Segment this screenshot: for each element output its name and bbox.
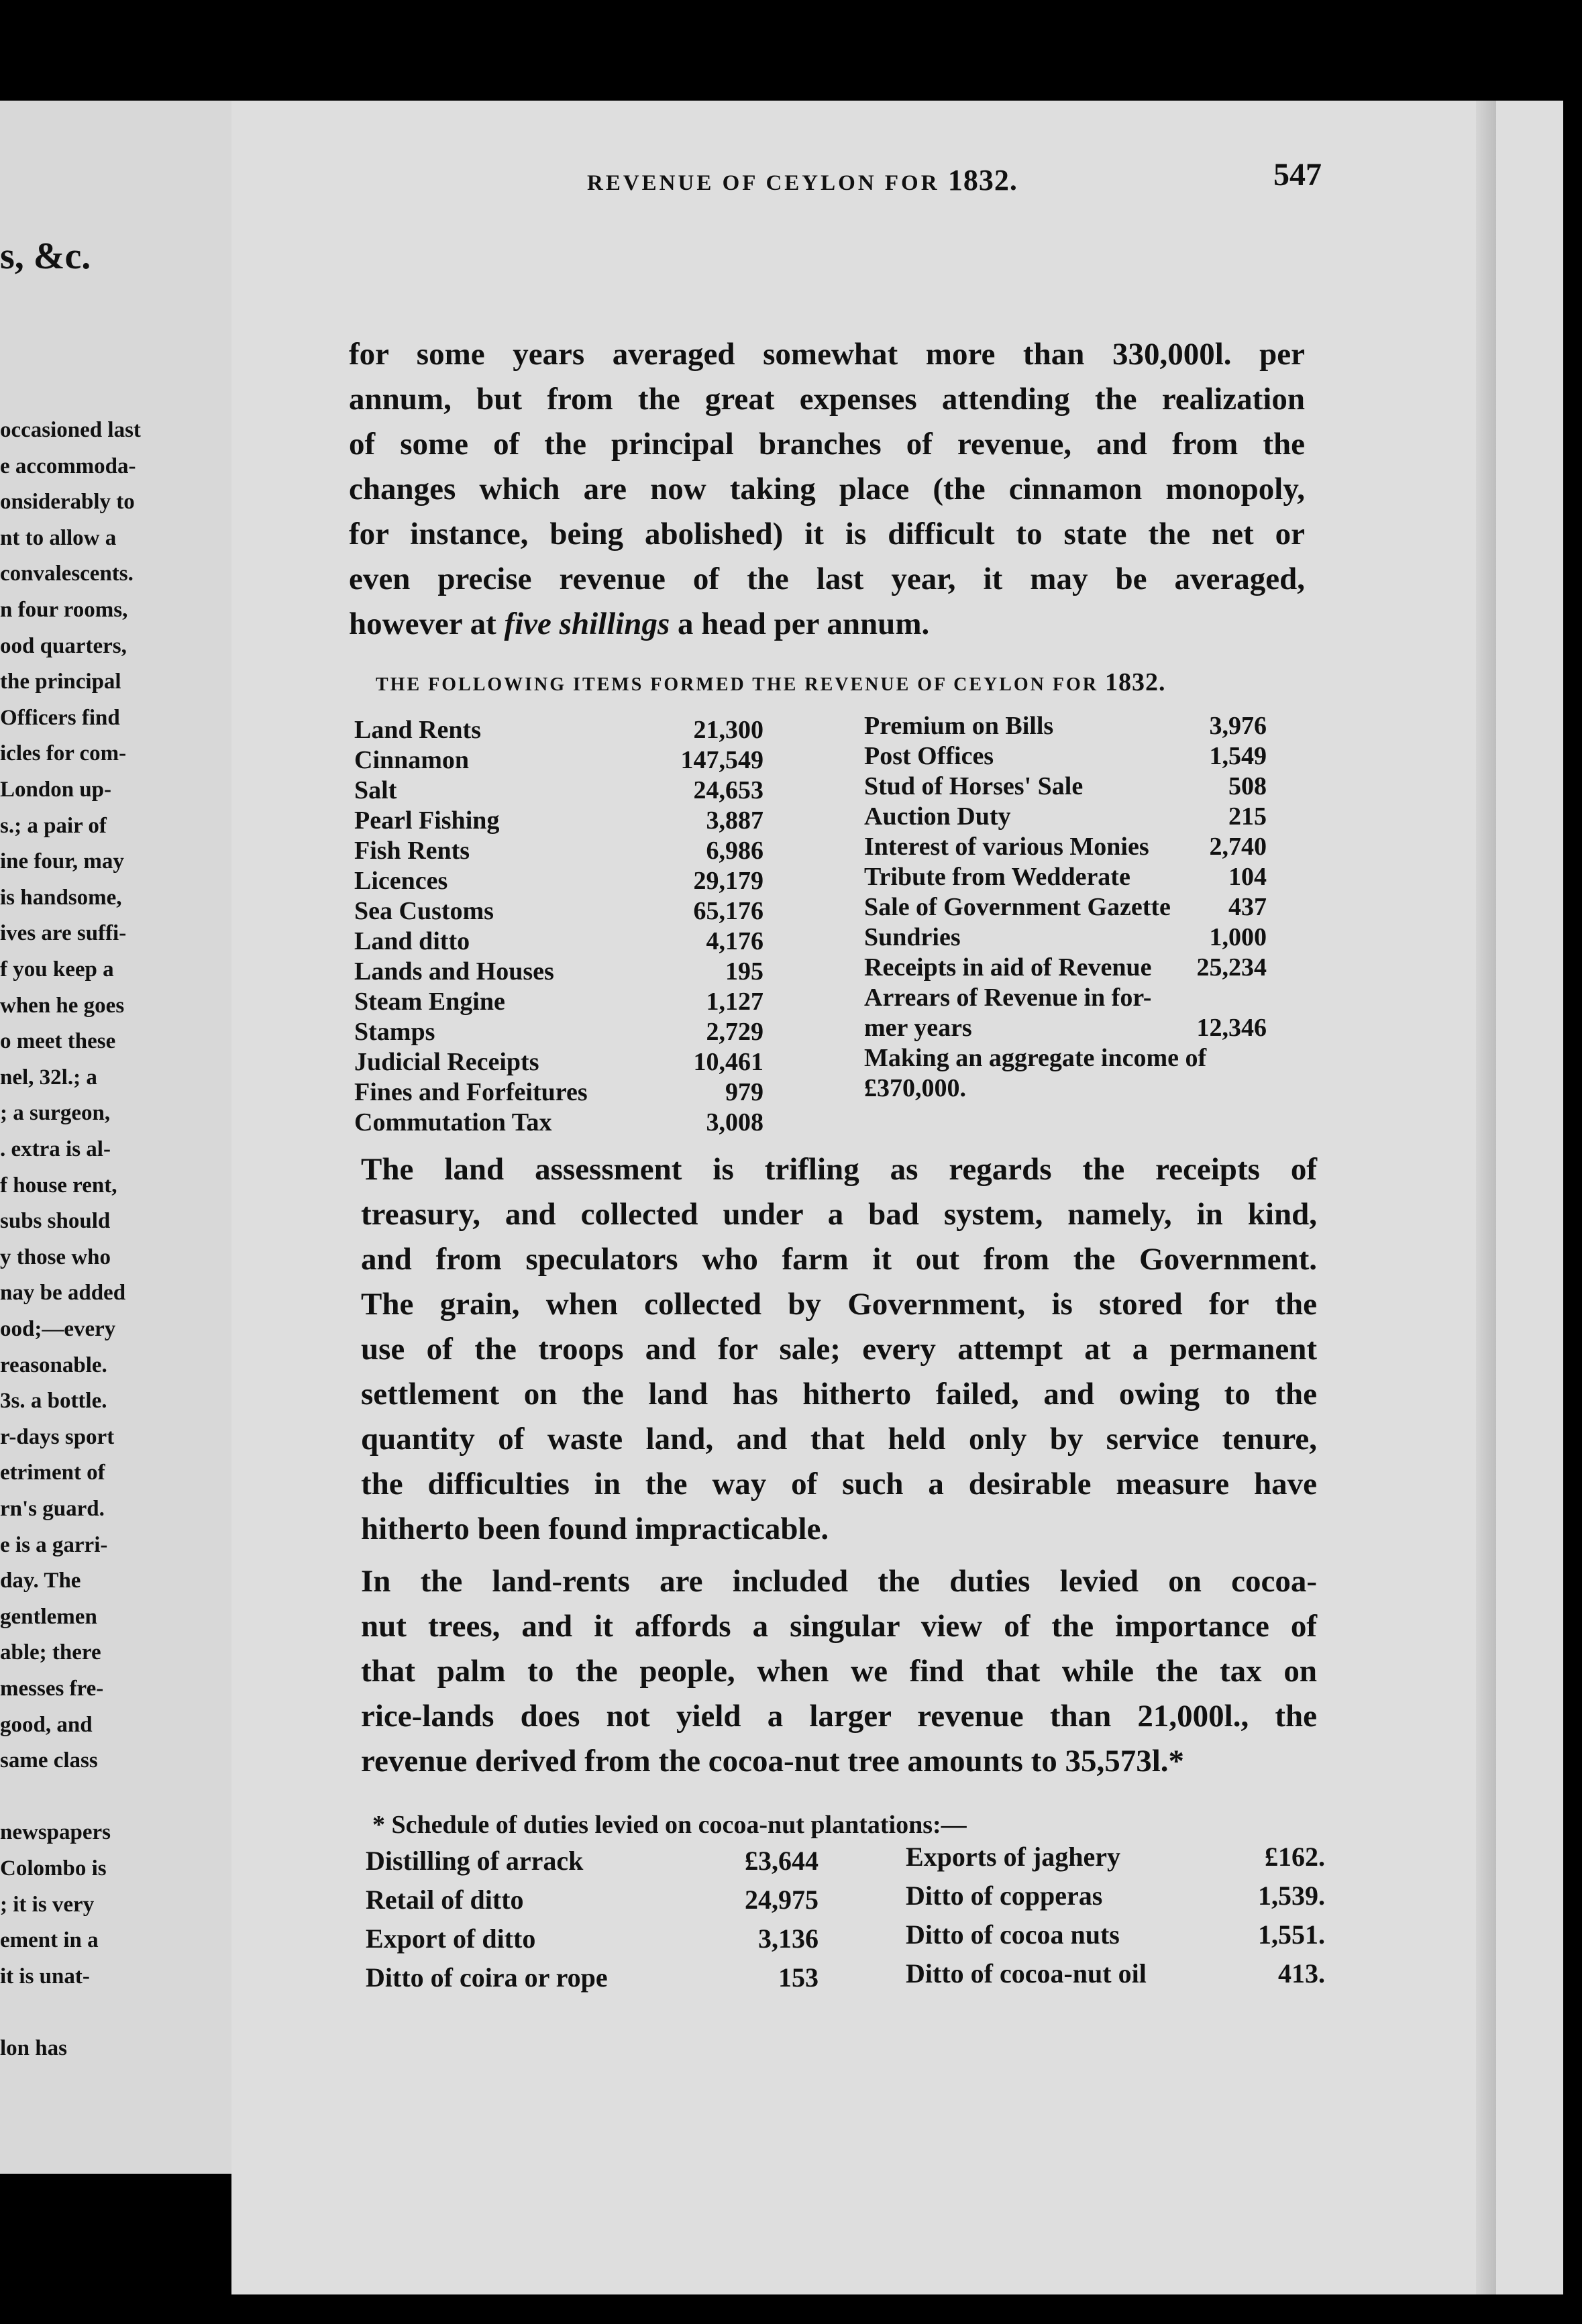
previous-page-fragment xyxy=(0,101,243,2174)
revenue-row xyxy=(354,866,763,896)
previous-page-line: ood;—every xyxy=(0,1317,116,1341)
revenue-row xyxy=(354,896,763,927)
revenue-label: Arrears of Revenue in for- xyxy=(864,984,1152,1012)
revenue-row xyxy=(864,711,1267,741)
revenue-label: Commutation Tax xyxy=(354,1108,552,1137)
previous-page-line: r-days sport xyxy=(0,1424,115,1449)
text-line: treasury, and collected under a bad system, namely, in kind, xyxy=(361,1197,1317,1232)
text-line: revenue derived from the cocoa-nut tree amounts to 35,573l.* xyxy=(361,1744,1185,1779)
revenue-row xyxy=(354,1017,763,1047)
previous-page-line: gentlemen xyxy=(0,1604,97,1629)
revenue-label: Stud of Horses' Sale xyxy=(864,772,1084,800)
revenue-value: 2,740 xyxy=(1209,833,1267,861)
revenue-row xyxy=(864,772,1267,802)
previous-page-line: nel, 32l.; a xyxy=(0,1065,97,1090)
text-fragment: however at xyxy=(349,606,505,641)
revenue-label: Ditto of cocoa-nut oil xyxy=(906,1958,1147,1989)
revenue-value: 195 xyxy=(725,957,763,986)
revenue-label: Pearl Fishing xyxy=(354,806,500,835)
revenue-label: Ditto of copperas xyxy=(906,1881,1103,1911)
revenue-row xyxy=(354,1047,763,1077)
page-number: 547 xyxy=(1273,157,1322,193)
revenue-label: Lands and Houses xyxy=(354,957,554,986)
previous-page-line: e is a garri- xyxy=(0,1532,108,1557)
revenue-label: Auction Duty xyxy=(864,802,1011,831)
revenue-row xyxy=(864,892,1267,922)
previous-page-line: the principal xyxy=(0,670,121,694)
running-title xyxy=(587,163,1018,197)
revenue-row xyxy=(906,1841,1325,1880)
revenue-value: 21,300 xyxy=(693,716,763,744)
revenue-value: £162. xyxy=(1265,1842,1325,1872)
previous-page-line: newspapers xyxy=(0,1820,111,1845)
revenue-row xyxy=(864,953,1267,983)
revenue-value: 437 xyxy=(1228,893,1267,921)
revenue-value: 6,986 xyxy=(706,837,763,865)
schedule-right xyxy=(906,1841,1325,1997)
revenue-label: Stamps xyxy=(354,1018,435,1046)
revenue-label: Receipts in aid of Revenue xyxy=(864,953,1152,982)
text-line: The land assessment is trifling as regards the receipts of xyxy=(361,1152,1317,1187)
revenue-row xyxy=(354,836,763,866)
revenue-label: Interest of various Monies xyxy=(864,833,1149,861)
revenue-row xyxy=(354,927,763,957)
revenue-row xyxy=(864,741,1267,772)
text-line: In the land-rents are included the duties levied on cocoa- xyxy=(361,1564,1317,1599)
previous-page-line: ement in a xyxy=(0,1928,99,1953)
revenue-row xyxy=(906,1919,1325,1958)
footnote-title: * Schedule of duties levied on cocoa-nut plantations:— xyxy=(372,1811,967,1839)
text-line: the difficulties in the way of such a desirable measure have xyxy=(361,1467,1317,1501)
previous-page-line: reasonable. xyxy=(0,1353,107,1377)
revenue-table-title-text: THE FOLLOWING ITEMS FORMED THE REVENUE OF CEYLON FOR xyxy=(376,674,1098,695)
revenue-label: Post Offices xyxy=(864,742,994,770)
revenue-value: 413. xyxy=(1278,1958,1325,1989)
revenue-label: mer years xyxy=(864,1014,972,1042)
revenue-value: 29,179 xyxy=(693,867,763,895)
revenue-label: Sundries xyxy=(864,923,961,951)
revenue-value: 104 xyxy=(1228,863,1267,891)
revenue-value: 147,549 xyxy=(680,746,763,774)
previous-page-line: ives are suffi- xyxy=(0,921,127,946)
previous-page-line: ine four, may xyxy=(0,849,124,874)
previous-page-line: s.; a pair of xyxy=(0,813,107,838)
previous-page-line: f house rent, xyxy=(0,1173,117,1198)
previous-page-line: f you keep a xyxy=(0,957,114,982)
revenue-row xyxy=(864,862,1267,892)
revenue-value: 3,887 xyxy=(706,806,763,835)
revenue-label: Ditto of cocoa nuts xyxy=(906,1919,1120,1950)
previous-page-line: when he goes xyxy=(0,993,125,1018)
revenue-label: Sale of Government Gazette xyxy=(864,893,1171,921)
previous-page-line: day. The xyxy=(0,1569,81,1593)
previous-page-line: n four rooms, xyxy=(0,598,128,622)
text-line: that palm to the people, when we find that while the tax on xyxy=(361,1654,1317,1689)
revenue-label: Sea Customs xyxy=(354,897,494,925)
previous-page-line: good, and xyxy=(0,1712,93,1737)
text-line: and from speculators who farm it out from the Government. xyxy=(361,1242,1317,1277)
text-line: even precise revenue of the last year, it may be averaged, xyxy=(349,562,1305,596)
revenue-value: 1,127 xyxy=(706,988,763,1016)
revenue-label: Retail of ditto xyxy=(366,1885,524,1915)
previous-page-line: same class xyxy=(0,1748,98,1773)
previous-page-line: icles for com- xyxy=(0,741,127,766)
text-line: of some of the principal branches of revenue, and from the xyxy=(349,427,1305,462)
text-line: changes which are now taking place (the cinnamon monopoly, xyxy=(349,472,1305,507)
revenue-value: 1,551. xyxy=(1258,1919,1325,1950)
page-edge xyxy=(1476,101,1496,2294)
revenue-label: Premium on Bills xyxy=(864,712,1054,740)
previous-page-line: is handsome, xyxy=(0,885,122,910)
running-head xyxy=(359,151,1322,197)
previous-page-line: Officers find xyxy=(0,705,120,730)
paragraph-land-assessment xyxy=(361,1147,1317,1552)
revenue-items-right xyxy=(864,711,1267,1104)
revenue-value: £3,644 xyxy=(745,1846,819,1876)
revenue-row xyxy=(354,806,763,836)
revenue-value: 24,975 xyxy=(745,1885,819,1915)
previous-page-line: it is unat- xyxy=(0,1964,90,1989)
text-line: for instance, being abolished) it is difficult to state the net or xyxy=(349,517,1305,551)
previous-page-line: nay be added xyxy=(0,1281,126,1306)
revenue-value: 12,346 xyxy=(1196,1014,1267,1042)
revenue-label: Fines and Forfeitures xyxy=(354,1078,588,1106)
text-fragment: a head per annum. xyxy=(670,606,930,641)
revenue-row xyxy=(864,983,1267,1013)
italic-emphasis: five shillings xyxy=(504,606,670,641)
revenue-row xyxy=(354,745,763,776)
text-line: use of the troops and for sale; every attempt at a permanent xyxy=(361,1332,1317,1367)
revenue-value: 979 xyxy=(725,1078,763,1106)
previous-page-line: onsiderably to xyxy=(0,490,135,515)
revenue-label: Exports of jaghery xyxy=(906,1842,1120,1872)
revenue-value: 10,461 xyxy=(693,1048,763,1076)
paragraph-land-rents xyxy=(361,1559,1317,1784)
revenue-label: Cinnamon xyxy=(354,746,470,774)
text-line: annum, but from the great expenses attending the realization xyxy=(349,382,1305,417)
revenue-value: 24,653 xyxy=(693,776,763,804)
revenue-label: Licences xyxy=(354,867,448,895)
revenue-value: 2,729 xyxy=(706,1018,763,1046)
previous-page-line: 3s. a bottle. xyxy=(0,1389,107,1414)
revenue-label: Fish Rents xyxy=(354,837,470,865)
revenue-items-left xyxy=(354,715,763,1138)
revenue-value: 3,976 xyxy=(1209,712,1267,740)
revenue-label: Export of ditto xyxy=(366,1923,536,1954)
text-line: hitherto been found impracticable. xyxy=(361,1512,829,1546)
previous-page-line: subs should xyxy=(0,1209,111,1234)
revenue-row xyxy=(864,832,1267,862)
previous-page-line: London up- xyxy=(0,778,112,802)
revenue-value: 25,234 xyxy=(1196,953,1267,982)
revenue-value: 3,008 xyxy=(706,1108,763,1137)
revenue-row xyxy=(354,987,763,1017)
revenue-row xyxy=(354,776,763,806)
revenue-row xyxy=(864,802,1267,832)
revenue-value: 1,000 xyxy=(1209,923,1267,951)
revenue-row xyxy=(366,1845,819,1884)
previous-page-line: nt to allow a xyxy=(0,525,117,550)
revenue-label: Judicial Receipts xyxy=(354,1048,539,1076)
revenue-label: Salt xyxy=(354,776,397,804)
revenue-row xyxy=(354,1108,763,1138)
running-title-text: REVENUE OF CEYLON FOR xyxy=(587,171,940,195)
revenue-value: 1,549 xyxy=(1209,742,1267,770)
previous-page-line: occasioned last xyxy=(0,418,141,442)
revenue-label: Steam Engine xyxy=(354,988,505,1016)
revenue-value: 215 xyxy=(1228,802,1267,831)
previous-page-line: Colombo is xyxy=(0,1856,107,1881)
previous-page-line: ; a surgeon, xyxy=(0,1101,111,1126)
revenue-value: 153 xyxy=(778,1962,819,1993)
previous-page-line: e accommoda- xyxy=(0,454,136,478)
schedule-left xyxy=(366,1845,819,2001)
text-line: for some years averaged somewhat more than 330,000l. per xyxy=(349,337,1305,372)
previous-page-line: lon has xyxy=(0,2036,67,2060)
revenue-row xyxy=(906,1958,1325,1997)
text-line: settlement on the land has hitherto failed, and owing to the xyxy=(361,1377,1317,1412)
running-title-year: 1832. xyxy=(947,164,1018,197)
revenue-row xyxy=(354,957,763,987)
revenue-row xyxy=(366,1923,819,1962)
revenue-table-title xyxy=(376,668,1166,697)
revenue-value: 4,176 xyxy=(706,927,763,955)
revenue-label: Ditto of coira or rope xyxy=(366,1962,608,1993)
previous-page-line: o meet these xyxy=(0,1029,116,1054)
text-line xyxy=(349,602,1305,647)
previous-page-line: ood quarters, xyxy=(0,633,127,658)
revenue-row xyxy=(354,1077,763,1108)
text-line: quantity of waste land, and that held only by service tenure, xyxy=(361,1422,1317,1457)
revenue-value: 1,539. xyxy=(1258,1881,1325,1911)
previous-page-line: convalescents. xyxy=(0,562,134,586)
previous-page-line: rn's guard. xyxy=(0,1497,105,1521)
previous-page-line: . extra is al- xyxy=(0,1137,111,1161)
revenue-row xyxy=(366,1884,819,1923)
previous-page-line: ; it is very xyxy=(0,1892,95,1917)
revenue-label: £370,000. xyxy=(864,1074,966,1102)
text-line: nut trees, and it affords a singular view of the importance of xyxy=(361,1609,1317,1644)
previous-page-line: y those who xyxy=(0,1245,111,1269)
revenue-row xyxy=(906,1880,1325,1919)
revenue-value: 508 xyxy=(1228,772,1267,800)
paragraph-revenue-intro xyxy=(349,332,1305,647)
previous-page-header: s, &c. xyxy=(0,235,91,277)
previous-page-line: messes fre- xyxy=(0,1677,104,1701)
revenue-table-title-year: 1832. xyxy=(1105,668,1166,696)
revenue-row xyxy=(864,1013,1267,1043)
revenue-label: Making an aggregate income of xyxy=(864,1044,1207,1072)
revenue-value: 3,136 xyxy=(758,1923,819,1954)
revenue-label: Tribute from Wedderate xyxy=(864,863,1130,891)
revenue-row xyxy=(354,715,763,745)
revenue-row xyxy=(864,1073,1267,1104)
previous-page-line: etriment of xyxy=(0,1461,105,1485)
text-line: rice-lands does not yield a larger revenue than 21,000l., the xyxy=(361,1699,1317,1734)
revenue-label: Land Rents xyxy=(354,716,481,744)
revenue-row xyxy=(366,1962,819,2001)
revenue-label: Land ditto xyxy=(354,927,470,955)
revenue-label: Distilling of arrack xyxy=(366,1846,584,1876)
revenue-row xyxy=(864,1043,1267,1073)
text-line: The grain, when collected by Government, is stored for the xyxy=(361,1287,1317,1322)
revenue-row xyxy=(864,922,1267,953)
previous-page-line: able; there xyxy=(0,1640,101,1665)
revenue-value: 65,176 xyxy=(693,897,763,925)
